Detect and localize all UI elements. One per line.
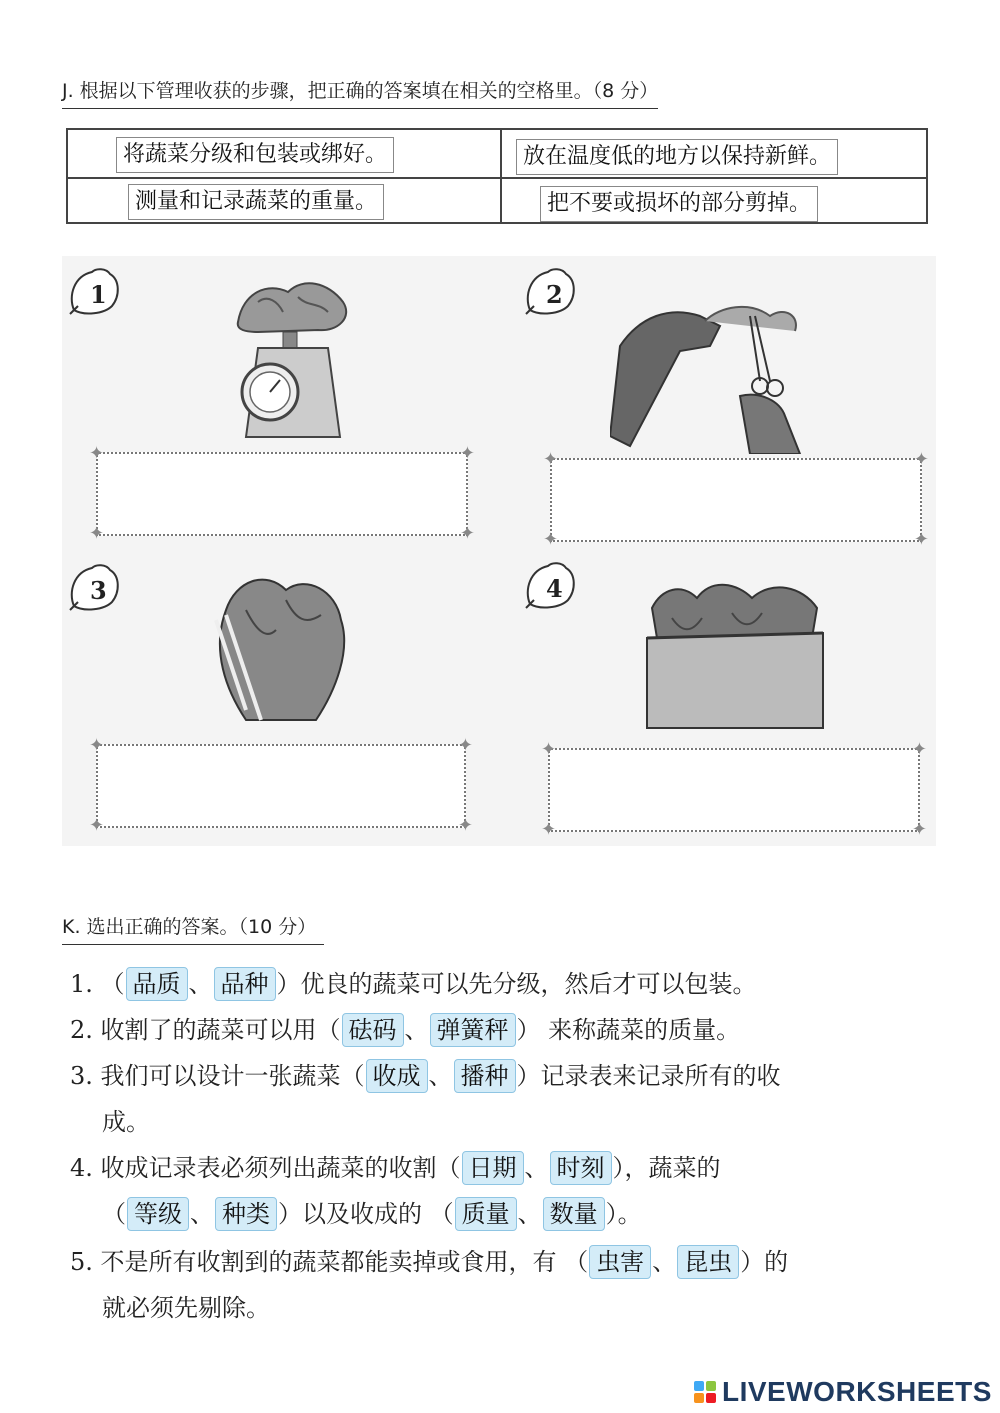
liveworksheets-logo [694, 1375, 992, 1409]
option-chip-3[interactable]: 测量和记录蔬菜的重量。 [128, 184, 384, 220]
answer-option[interactable]: 数量 [543, 1197, 605, 1231]
question-3-continuation: 成。 [102, 1108, 150, 1136]
answer-option[interactable]: 品种 [214, 967, 276, 1001]
question-4: 4. 收成记录表必须列出蔬菜的收割（ 日期 、 时刻 ），蔬菜的 [70, 1148, 721, 1185]
logo-mark-icon [694, 1381, 716, 1403]
answer-option[interactable]: 砝码 [342, 1013, 404, 1047]
weighing-scale-with-vegetables-icon [228, 272, 358, 442]
item-number-4: 4 [546, 574, 563, 603]
answer-option[interactable]: 昆虫 [677, 1245, 739, 1279]
answer-box-4[interactable]: ✦ ✦ ✦ ✦ [541, 739, 927, 840]
question-4-line-2: （ 等级 、 种类 ）以及收成的 （ 质量 、 数量 ）。 [102, 1194, 642, 1231]
answer-option[interactable]: 播种 [454, 1059, 516, 1093]
question-3: 3. 我们可以设计一张蔬菜（ 收成 、 播种 ）记录表来记录所有的收 [70, 1056, 781, 1093]
section-k-heading: K. 选出正确的答案。（10 分） [62, 912, 316, 939]
answer-option[interactable]: 种类 [215, 1197, 277, 1231]
question-5: 5. 不是所有收割到的蔬菜都能卖掉或食用，有 （ 虫害 、 昆虫 ）的 [70, 1242, 788, 1279]
question-2: 2. 收割了的蔬菜可以用（ 砝码 、 弹簧秤 ） 来称蔬菜的质量。 [70, 1010, 740, 1047]
boxed-vegetables-icon [642, 578, 828, 734]
answer-option[interactable]: 等级 [127, 1197, 189, 1231]
answer-option[interactable]: 质量 [455, 1197, 517, 1231]
answer-option[interactable]: 品质 [126, 967, 188, 1001]
answer-option[interactable]: 收成 [366, 1059, 428, 1093]
answer-option[interactable]: 时刻 [550, 1151, 612, 1185]
item-number-2: 2 [546, 280, 563, 309]
answer-option[interactable]: 日期 [462, 1151, 524, 1185]
option-chip-4[interactable]: 把不要或损坏的部分剪掉。 [540, 186, 818, 222]
section-j-heading: J. 根据以下管理收获的步骤，把正确的答案填在相关的空格里。（8 分） [62, 76, 658, 103]
bundled-vegetables-icon [206, 570, 356, 726]
answer-option[interactable]: 弹簧秤 [430, 1013, 516, 1047]
answer-option[interactable]: 虫害 [589, 1245, 651, 1279]
option-chip-2[interactable]: 放在温度低的地方以保持新鲜。 [516, 139, 838, 175]
question-5-continuation: 就必须先剔除。 [102, 1294, 270, 1322]
answer-box-3[interactable]: ✦ ✦ ✦ ✦ [89, 735, 473, 836]
item-number-1: 1 [90, 280, 107, 309]
answer-box-2[interactable]: ✦ ✦ ✦ ✦ [543, 449, 929, 550]
item-number-3: 3 [90, 576, 107, 605]
hand-cutting-vegetable-with-scissors-icon [610, 286, 810, 454]
answer-box-1[interactable]: ✦ ✦ ✦ ✦ [89, 443, 475, 544]
option-chip-1[interactable]: 将蔬菜分级和包装或绑好。 [116, 137, 394, 173]
question-1: 1. （ 品质 、 品种 ）优良的蔬菜可以先分级，然后才可以包装。 [70, 964, 757, 1001]
logo-text: LIVEWORKSHEETS [722, 1376, 992, 1407]
